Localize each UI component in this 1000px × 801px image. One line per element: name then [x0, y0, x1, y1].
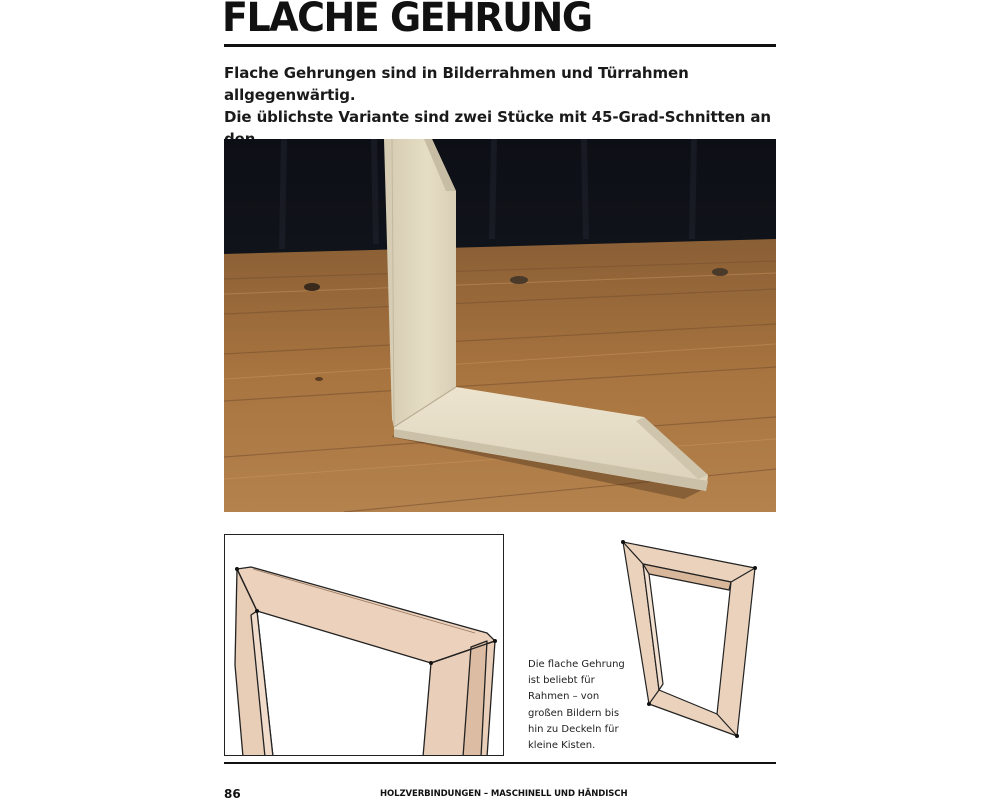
intro-line: Die üblichste Variante sind zwei Stücke mit 45-Grad-Schnitten an — [224, 108, 771, 126]
miter-joint-photo — [224, 139, 776, 512]
caption-line: ist beliebt für — [528, 675, 595, 687]
miter-closeup-illustration — [224, 534, 504, 756]
caption-line: Rahmen – von — [528, 691, 600, 703]
caption-line: großen Bildern bis — [528, 707, 620, 719]
caption-line: hin zu Deckeln für — [528, 723, 619, 735]
page-title: FLACHE GEHRUNG — [222, 0, 592, 41]
intro-line: Flache Gehrungen sind in Bilderrahmen und Türrahmen allgegenwärtig. — [224, 64, 689, 104]
page-number: 86 — [224, 787, 241, 801]
footer-rule — [224, 762, 776, 764]
figure-caption — [528, 657, 628, 754]
running-footer-title: HOLZVERBINDUNGEN – MASCHINELL UND HÄNDISCH — [380, 789, 628, 799]
frame-illustration — [619, 536, 769, 742]
title-rule — [224, 44, 776, 47]
caption-line: kleine Kisten. — [528, 740, 596, 752]
caption-line: Die flache Gehrung — [528, 659, 625, 670]
document-page — [224, 0, 776, 800]
